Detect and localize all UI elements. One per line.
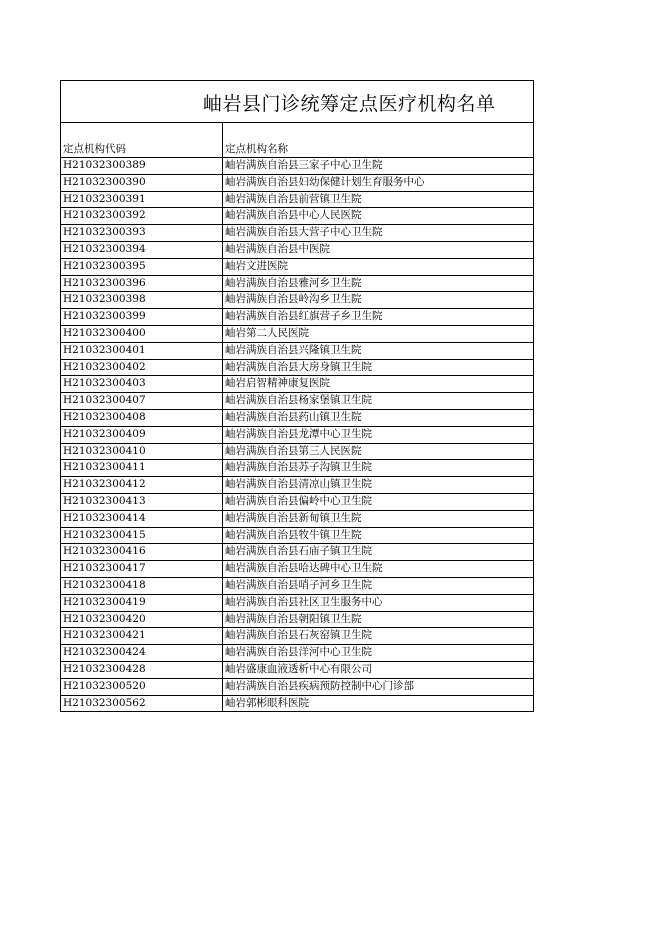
institution-code-cell: H21032300412	[61, 477, 223, 493]
table-row	[61, 208, 534, 225]
institution-name-cell: 岫岩满族自治县苏子沟镇卫生院	[223, 460, 534, 476]
institution-code-cell: H21032300428	[61, 662, 223, 678]
table-row	[61, 343, 534, 360]
institution-code-cell: H21032300408	[61, 410, 223, 426]
spreadsheet-table	[60, 80, 534, 712]
institution-code-cell: H21032300389	[61, 158, 223, 174]
institution-name-cell: 岫岩满族自治县药山镇卫生院	[223, 410, 534, 426]
institution-name-cell: 岫岩满族自治县疾病预防控制中心门诊部	[223, 679, 534, 695]
table-row	[61, 393, 534, 410]
institution-code-cell: H21032300395	[61, 259, 223, 275]
table-row	[61, 192, 534, 209]
institution-name-cell: 岫岩满族自治县石庙子镇卫生院	[223, 544, 534, 560]
table-row	[61, 410, 534, 427]
institution-code-cell: H21032300418	[61, 578, 223, 594]
institution-name-cell: 岫岩满族自治县新甸镇卫生院	[223, 511, 534, 527]
institution-code-cell: H21032300396	[61, 276, 223, 292]
table-body	[61, 158, 534, 712]
table-row	[61, 628, 534, 645]
institution-name-cell: 岫岩满族自治县前营镇卫生院	[223, 192, 534, 208]
institution-name-cell: 岫岩满族自治县第三人民医院	[223, 444, 534, 460]
institution-name-cell: 岫岩满族自治县大房身镇卫生院	[223, 360, 534, 376]
institution-code-cell: H21032300401	[61, 343, 223, 359]
institution-code-cell: H21032300419	[61, 595, 223, 611]
institution-code-cell: H21032300407	[61, 393, 223, 409]
institution-name-cell: 岫岩满族自治县中医院	[223, 242, 534, 258]
institution-code-cell: H21032300391	[61, 192, 223, 208]
institution-code-cell: H21032300413	[61, 494, 223, 510]
institution-name-cell: 岫岩满族自治县牧牛镇卫生院	[223, 528, 534, 544]
institution-name-cell: 岫岩文进医院	[223, 259, 534, 275]
institution-code-cell: H21032300421	[61, 628, 223, 644]
institution-name-cell: 岫岩第二人民医院	[223, 326, 534, 342]
institution-code-cell: H21032300398	[61, 292, 223, 308]
table-row	[61, 427, 534, 444]
institution-code-cell: H21032300416	[61, 544, 223, 560]
table-row	[61, 679, 534, 696]
column-header-name: 定点机构名称	[223, 123, 534, 157]
table-row	[61, 360, 534, 377]
institution-code-cell: H21032300400	[61, 326, 223, 342]
page-title: 岫岩县门诊统筹定点医疗机构名单	[203, 93, 496, 115]
institution-name-cell: 岫岩满族自治县杨家堡镇卫生院	[223, 393, 534, 409]
institution-code-cell: H21032300410	[61, 444, 223, 460]
institution-name-cell: 岫岩满族自治县朝阳镇卫生院	[223, 612, 534, 628]
institution-name-cell: 岫岩满族自治县中心人民医院	[223, 208, 534, 224]
institution-code-cell: H21032300399	[61, 309, 223, 325]
institution-name-cell: 岫岩满族自治县红旗营子乡卫生院	[223, 309, 534, 325]
institution-name-cell: 岫岩满族自治县岭沟乡卫生院	[223, 292, 534, 308]
table-row	[61, 225, 534, 242]
table-row	[61, 460, 534, 477]
table-row	[61, 662, 534, 679]
institution-code-cell: H21032300392	[61, 208, 223, 224]
table-row	[61, 528, 534, 545]
institution-name-cell: 岫岩盛康血液透析中心有限公司	[223, 662, 534, 678]
institution-name-cell: 岫岩满族自治县三家子中心卫生院	[223, 158, 534, 174]
table-row	[61, 292, 534, 309]
institution-name-cell: 岫岩满族自治县社区卫生服务中心	[223, 595, 534, 611]
institution-code-cell: H21032300403	[61, 376, 223, 392]
table-row	[61, 645, 534, 662]
institution-name-cell: 岫岩满族自治县哨子河乡卫生院	[223, 578, 534, 594]
institution-code-cell: H21032300409	[61, 427, 223, 443]
institution-name-cell: 岫岩满族自治县石灰窑镇卫生院	[223, 628, 534, 644]
table-row	[61, 612, 534, 629]
institution-name-cell: 岫岩郭彬眼科医院	[223, 696, 534, 712]
institution-code-cell: H21032300420	[61, 612, 223, 628]
institution-code-cell: H21032300411	[61, 460, 223, 476]
institution-name-cell: 岫岩满族自治县兴隆镇卫生院	[223, 343, 534, 359]
institution-name-cell: 岫岩满族自治县洋河中心卫生院	[223, 645, 534, 661]
table-row	[61, 477, 534, 494]
institution-name-cell: 岫岩满族自治县偏岭中心卫生院	[223, 494, 534, 510]
institution-code-cell: H21032300402	[61, 360, 223, 376]
table-row	[61, 276, 534, 293]
institution-code-cell: H21032300394	[61, 242, 223, 258]
table-header-row	[61, 123, 534, 158]
institution-name-cell: 岫岩启智精神康复医院	[223, 376, 534, 392]
title-row	[61, 81, 534, 123]
institution-name-cell: 岫岩满族自治县妇幼保健计划生育服务中心	[223, 175, 534, 191]
table-row	[61, 175, 534, 192]
institution-code-cell: H21032300415	[61, 528, 223, 544]
institution-name-cell: 岫岩满族自治县清凉山镇卫生院	[223, 477, 534, 493]
institution-name-cell: 岫岩满族自治县大营子中心卫生院	[223, 225, 534, 241]
table-row	[61, 309, 534, 326]
table-row	[61, 696, 534, 713]
table-row	[61, 494, 534, 511]
table-row	[61, 544, 534, 561]
table-row	[61, 511, 534, 528]
table-row	[61, 595, 534, 612]
table-row	[61, 444, 534, 461]
institution-code-cell: H21032300520	[61, 679, 223, 695]
institution-code-cell: H21032300393	[61, 225, 223, 241]
table-row	[61, 242, 534, 259]
table-row	[61, 578, 534, 595]
institution-name-cell: 岫岩满族自治县雅河乡卫生院	[223, 276, 534, 292]
institution-code-cell: H21032300414	[61, 511, 223, 527]
institution-name-cell: 岫岩满族自治县龙潭中心卫生院	[223, 427, 534, 443]
table-row	[61, 376, 534, 393]
table-row	[61, 259, 534, 276]
institution-code-cell: H21032300390	[61, 175, 223, 191]
table-row	[61, 561, 534, 578]
institution-name-cell: 岫岩满族自治县哈达碑中心卫生院	[223, 561, 534, 577]
institution-code-cell: H21032300417	[61, 561, 223, 577]
table-row	[61, 158, 534, 175]
institution-code-cell: H21032300562	[61, 696, 223, 712]
column-header-code: 定点机构代码	[61, 123, 223, 157]
table-row	[61, 326, 534, 343]
institution-code-cell: H21032300424	[61, 645, 223, 661]
